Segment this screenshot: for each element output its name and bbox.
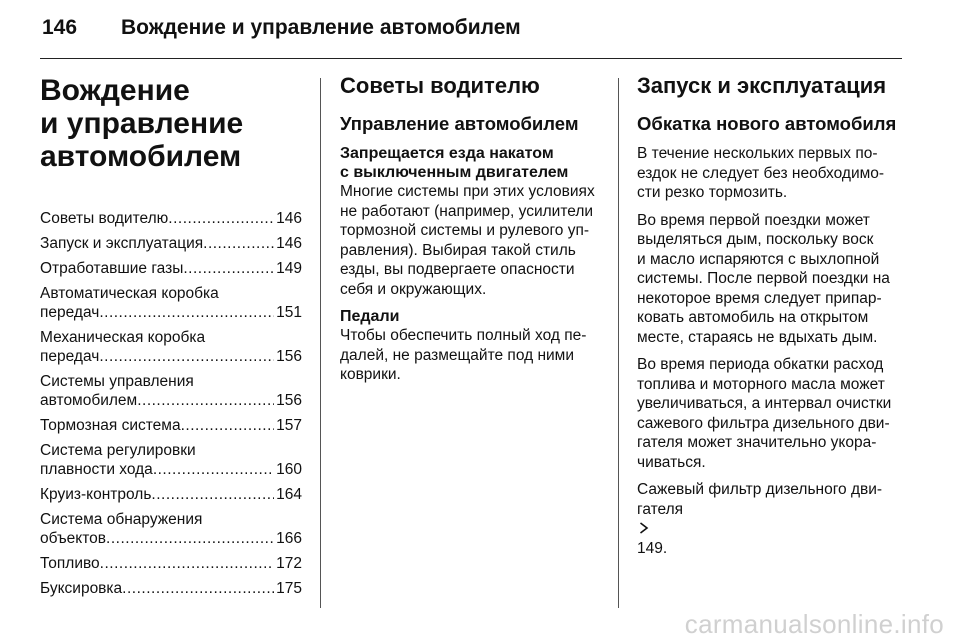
toc-page: 149 [276, 260, 302, 277]
toc-leader-dots [203, 234, 274, 253]
toc-entry[interactable]: Отработавшие газы ..... 149 [40, 259, 302, 278]
toc-leader-dots [168, 209, 274, 228]
section-title: Запуск и эксплуатация [637, 73, 887, 98]
toc-page: 164 [276, 486, 302, 503]
toc-entry[interactable]: Буксировка ..... 175 [40, 579, 302, 598]
toc-leader-dots [137, 391, 274, 410]
middle-column [340, 72, 604, 393]
paragraph: Во время первой поездки может выделяться дым, поскольку воск и масло испаряются с выхлопной системы. После первой поездки на некоторое время следует припар- ковать автомобиль на открытом месте, стараясь не вдыхать дым. [637, 211, 890, 346]
paragraph: В течение нескольких первых по- ездок не следует без необходимо- сти резко тормозить. [637, 145, 885, 201]
column-divider [320, 78, 321, 608]
toc-entry[interactable]: Советы водителю ..... 146 [40, 209, 302, 228]
page-number: 146 [42, 16, 78, 39]
column-divider [618, 78, 619, 608]
subsection-title: Управление автомобилем [340, 113, 579, 134]
left-column [40, 72, 302, 604]
toc-entry[interactable]: Механическая коробка передач ..... 156 [40, 328, 302, 366]
topic-heading: Педали [340, 308, 400, 325]
toc-page: 156 [276, 392, 302, 409]
page-reference[interactable]: гателя 149. [637, 500, 684, 557]
toc-page: 146 [276, 210, 302, 227]
header-title: Вождение и управление автомобилем [121, 16, 521, 39]
subsection-title: Обкатка нового автомобиля [637, 113, 897, 134]
toc-page: 175 [276, 580, 302, 597]
toc-leader-dots [99, 347, 274, 366]
paragraph: Многие системы при этих условиях не работают (например, усилители тормозной системы и рулевого уп- равления). Выбирая такой стиль езды, вы подвергаете опасности себя и окружающих. [340, 183, 595, 298]
toc-leader-dots [181, 416, 275, 435]
toc-entry[interactable]: Система обнаружения объектов ..... 166 [40, 510, 302, 548]
section-title: Советы водителю [340, 73, 540, 98]
chapter-title: Вождение и управление автомобилем [40, 74, 244, 173]
toc-page: 157 [276, 417, 302, 434]
toc-page: 156 [276, 348, 302, 365]
paragraph: Чтобы обеспечить полный ход пе- далей, не размещайте под ними коврики. [340, 327, 587, 383]
toc-entry[interactable]: Запуск и эксплуатация ..... 146 [40, 234, 302, 253]
toc-leader-dots [153, 460, 274, 479]
toc-entry[interactable]: Автоматическая коробка передач ..... 151 [40, 284, 302, 322]
table-of-contents [40, 209, 302, 598]
toc-entry[interactable]: Топливо ..... 172 [40, 554, 302, 573]
toc-page: 166 [276, 530, 302, 547]
toc-leader-dots [151, 485, 274, 504]
toc-page: 172 [276, 555, 302, 572]
paragraph: Сажевый фильтр дизельного дви- гателя 149. [637, 480, 905, 558]
header-rule [40, 58, 902, 59]
toc-leader-dots [122, 579, 274, 598]
toc-entry[interactable]: Круиз-контроль ..... 164 [40, 485, 302, 504]
toc-entry[interactable]: Системы управления автомобилем ..... 156 [40, 372, 302, 410]
toc-page: 151 [276, 304, 302, 321]
toc-leader-dots [106, 529, 274, 548]
toc-entry[interactable]: Тормозная система ..... 157 [40, 416, 302, 435]
topic-heading: Запрещается езда накатом с выключенным двигателем [340, 145, 569, 181]
watermark: carmanualsonline.info [684, 609, 944, 639]
toc-page: 160 [276, 461, 302, 478]
paragraph: Во время периода обкатки расход топлива и моторного масла может увеличиваться, а интервал очистки сажевого фильтра дизельного дви- гателя может значительно укора- чиваться. [637, 356, 892, 471]
toc-page: 146 [276, 235, 302, 252]
right-column [637, 72, 905, 566]
toc-leader-dots [100, 554, 274, 573]
toc-leader-dots [183, 259, 274, 278]
toc-entry[interactable]: Система регулировки плавности хода ..... 160 [40, 441, 302, 479]
arrow-reference-icon [639, 522, 649, 534]
toc-leader-dots [99, 303, 274, 322]
